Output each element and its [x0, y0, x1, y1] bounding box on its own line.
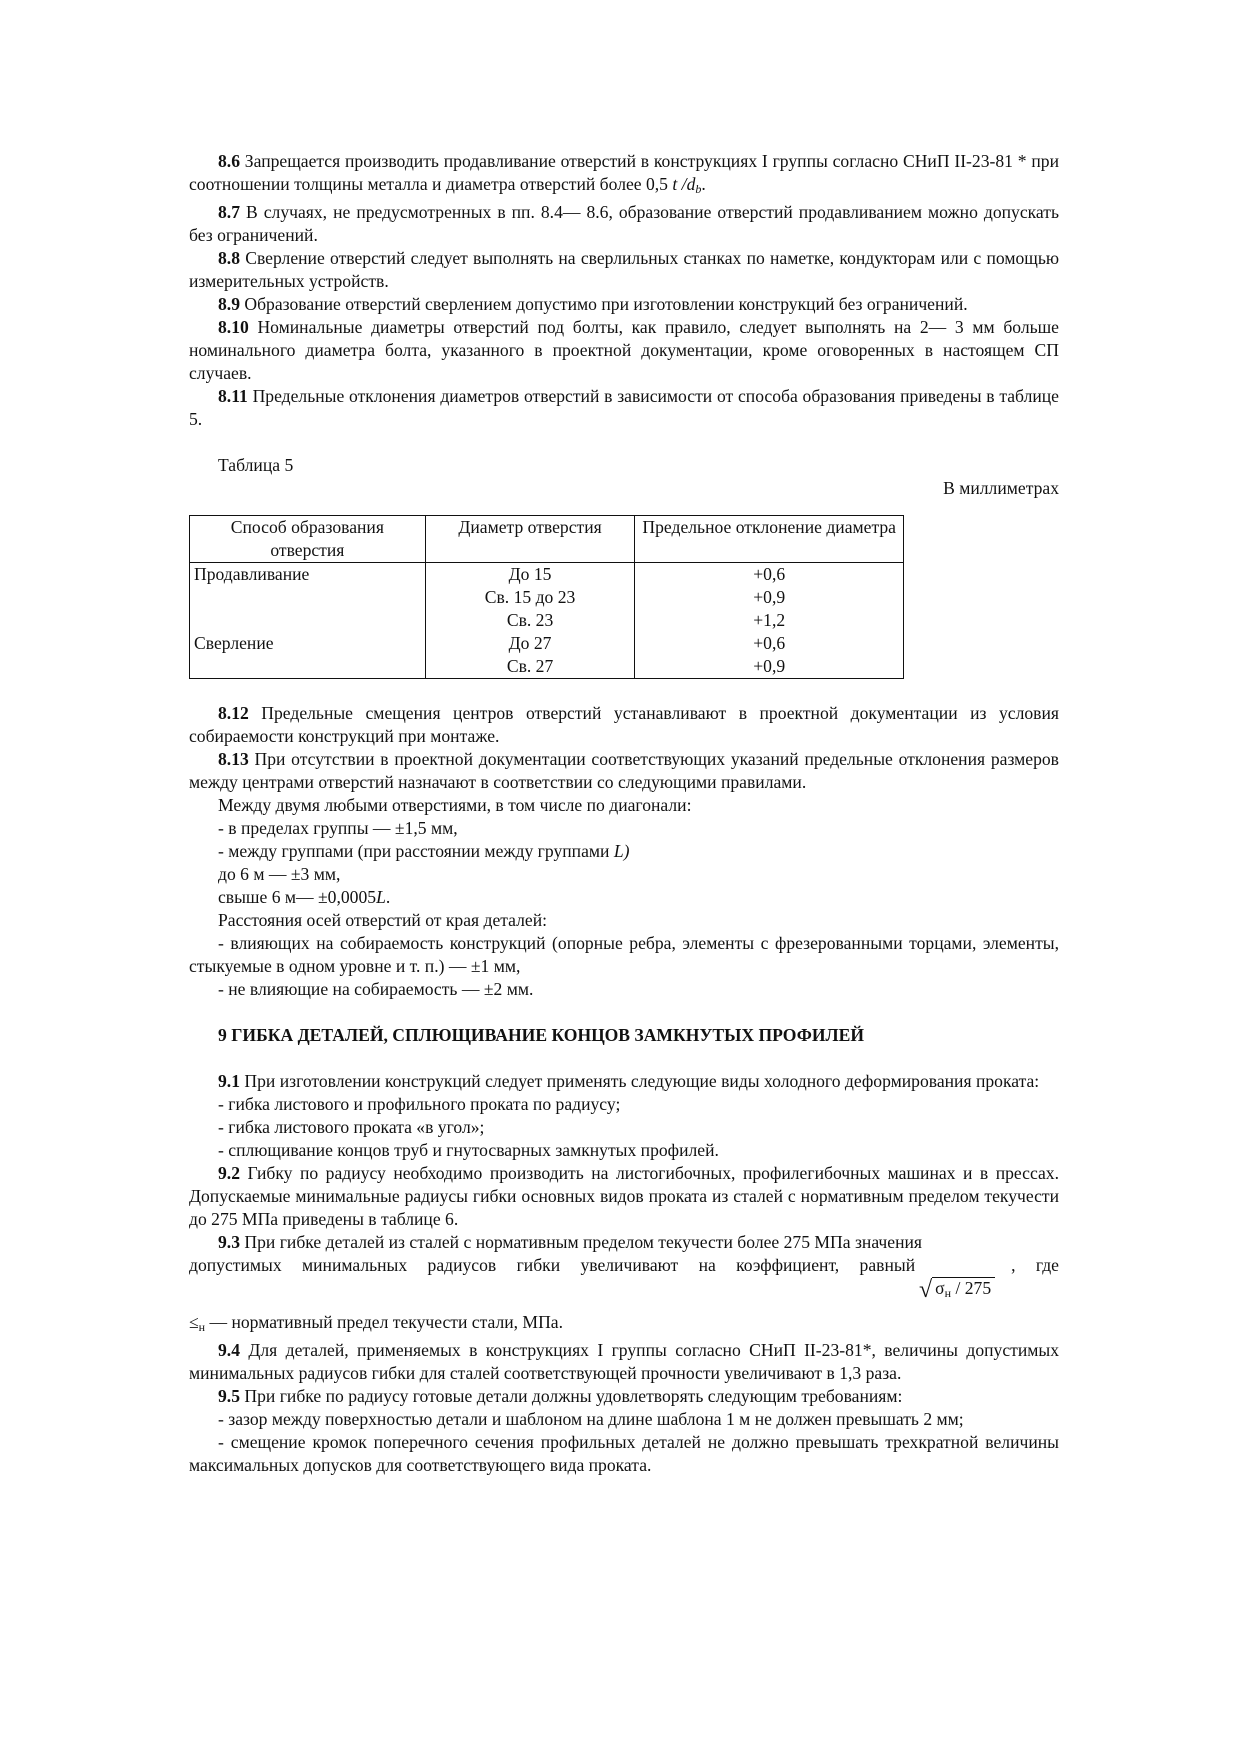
- table-cell: +1,2: [635, 609, 904, 632]
- clause-text: Гибку по радиусу необходимо производить на листогибочных, профилегибочных машинах и в прессах. Допускаемые минимальные радиусы гибки основных видов проката из сталей с нормативным пределом текучести до 275 МПа приведены в таблице 6.: [189, 1163, 1059, 1229]
- table-cell: +0,6: [635, 632, 904, 655]
- table-cell: [190, 609, 426, 632]
- table-caption: Таблица 5: [218, 455, 294, 475]
- table-cell: До 27: [425, 632, 635, 655]
- clause-text: Предельные смещения центров отверстий устанавливают в проектной документации из условия собираемости конструкций при монтаже.: [189, 703, 1059, 746]
- sigma-symbol: ≤: [189, 1312, 199, 1332]
- clause-text: При изготовлении конструкций следует применять следующие виды холодного деформирования проката:: [240, 1071, 1040, 1091]
- rule-between: Между двумя любыми отверстиями, в том числе по диагонали:: [218, 795, 692, 815]
- clause-number: 9.4: [218, 1340, 240, 1360]
- table-5: [189, 515, 904, 679]
- rule-between-groups: [189, 840, 1059, 863]
- clause-number: 8.7: [218, 202, 240, 222]
- clause-number: 9.2: [218, 1163, 240, 1183]
- clause-number: 8.10: [218, 317, 249, 337]
- paragraph-8-6: [189, 150, 1059, 201]
- document-page: [189, 150, 1059, 1477]
- paragraph-9-2: [189, 1162, 1059, 1231]
- paragraph-9-3-line1: [189, 1231, 1059, 1254]
- list-item: - гибка листового проката «в угол»;: [218, 1117, 485, 1137]
- rule-text: - между группами (при расстоянии между группами: [218, 841, 614, 861]
- variable-l: L): [613, 841, 630, 861]
- formula-sep: /: [677, 174, 687, 194]
- paragraph-9-5: [189, 1385, 1059, 1408]
- clause-text: Образование отверстий сверлением допустимо при изготовлении конструкций без ограничений.: [240, 294, 968, 314]
- table-row: [190, 609, 904, 632]
- formula-t: t: [672, 174, 678, 194]
- formula-d: d: [686, 174, 696, 194]
- clause-number: 8.8: [218, 248, 240, 268]
- table-cell: [190, 655, 426, 679]
- divisor: / 275: [951, 1278, 992, 1298]
- rule-affecting: - влияющих на собираемость конструкций (опорные ребра, элементы с фрезерованными торцами, элементы, стыкуемые в одном уровне и т. п.) — ±1 мм,: [189, 933, 1059, 976]
- header-cell: Предельное отклонение диаметра: [635, 516, 904, 563]
- list-item: - смещение кромок поперечного сечения профильных деталей не должно превышать трехкратной величины максимальных допусков для соответствующего вида проката.: [189, 1432, 1059, 1475]
- clause-text: Для деталей, применяемых в конструкциях I группы согласно СНиП II-23-81*, величины допустимых минимальных радиусов гибки для сталей соответствующей прочности увеличивают в 1,3 раза.: [189, 1340, 1059, 1383]
- table-cell: +0,6: [635, 563, 904, 587]
- list-item: - гибка листового и профильного проката по радиусу;: [218, 1094, 621, 1114]
- table-cell: Св. 27: [425, 655, 635, 679]
- radicand: [932, 1277, 995, 1298]
- table-header-row: [190, 516, 904, 563]
- clause-number: 8.11: [218, 386, 248, 406]
- rule-end: .: [385, 887, 391, 907]
- clause-number: 9.3: [218, 1232, 240, 1252]
- table-cell: [190, 586, 426, 609]
- clause-text: Сверление отверстий следует выполнять на сверлильных станках по наметке, кондукторам или с помощью измерительных устройств.: [189, 248, 1059, 291]
- paragraph-8-7: [189, 201, 1059, 247]
- sigma-symbol: σ: [935, 1278, 945, 1298]
- paragraph-8-13: [189, 748, 1059, 794]
- sigma-definition: [189, 1311, 1059, 1339]
- clause-text: В случаях, не предусмотренных в пп. 8.4— 8.6, образование отверстий продавливанием можно допускать без ограничений.: [189, 202, 1059, 245]
- table-cell: +0,9: [635, 586, 904, 609]
- radical-sign: √: [919, 1277, 933, 1303]
- clause-text: Предельные отклонения диаметров отверстий в зависимости от способа образования приведены в таблице 5.: [189, 386, 1059, 429]
- clause-text: допустимых минимальных радиусов гибки увеличивают на коэффициент, равный: [189, 1255, 916, 1275]
- clause-number: 8.13: [218, 749, 249, 769]
- variable-l: L: [376, 887, 386, 907]
- table-cell: +0,9: [635, 655, 904, 679]
- clause-text: При отсутствии в проектной документации соответствующих указаний предельные отклонения размеров между центрами отверстий назначают в соответствии со следующими правилами.: [189, 749, 1059, 792]
- spacer: [189, 679, 1059, 702]
- rule-text: свыше 6 м— ±0,0005: [218, 887, 377, 907]
- clause-number: 8.9: [218, 294, 240, 314]
- definition-text: — нормативный предел текучести стали, МПа.: [205, 1312, 563, 1332]
- clause-text: При гибке деталей из сталей с нормативным пределом текучести более 275 МПа значения: [240, 1232, 923, 1252]
- paragraph-9-1: [189, 1070, 1059, 1093]
- sigma-subscript: н: [198, 1320, 206, 1334]
- section-9-heading: 9 ГИБКА ДЕТАЛЕЙ, СПЛЮЩИВАНИЕ КОНЦОВ ЗАМКНУТЫХ ПРОФИЛЕЙ: [218, 1025, 865, 1045]
- table-cell: Сверление: [190, 632, 426, 655]
- clause-number: 9.1: [218, 1071, 240, 1091]
- clause-text: При гибке по радиусу готовые детали должны удовлетворять следующим требованиям:: [240, 1386, 903, 1406]
- clause-number: 8.12: [218, 703, 249, 723]
- rule-edge: Расстояния осей отверстий от края деталей:: [218, 910, 548, 930]
- clause-text: Запрещается производить продавливание отверстий в конструкциях I группы согласно СНиП II-23-81 * при соотношении толщины металла и диаметра отверстий более 0,5: [189, 151, 1059, 194]
- table-units: В миллиметрах: [943, 478, 1059, 498]
- table-row: [190, 586, 904, 609]
- table-cell: Продавливание: [190, 563, 426, 587]
- table-row: [190, 655, 904, 679]
- paragraph-8-9: [189, 293, 1059, 316]
- clause-where: , где: [1011, 1255, 1059, 1275]
- rule-not-affecting: - не влияющие на собираемость — ±2 мм.: [218, 979, 534, 999]
- table-cell: До 15: [425, 563, 635, 587]
- clause-number: 8.6: [218, 151, 240, 171]
- paragraph-8-8: [189, 247, 1059, 293]
- rule-up-to-6: до 6 м — ±3 мм,: [218, 864, 341, 884]
- paragraph-8-10: [189, 316, 1059, 385]
- paragraph-8-11: [189, 385, 1059, 431]
- list-item: - сплющивание концов труб и гнутосварных замкнутых профилей.: [218, 1140, 719, 1160]
- header-cell: Диаметр отверстия: [425, 516, 635, 563]
- formula-sub: b: [695, 182, 702, 196]
- rule-over-6: [189, 886, 1059, 909]
- paragraph-8-12: [189, 702, 1059, 748]
- paragraph-9-4: [189, 1339, 1059, 1385]
- header-cell: Способ образования отверстия: [190, 516, 426, 563]
- table-row: [190, 563, 904, 587]
- table-cell: Св. 23: [425, 609, 635, 632]
- paragraph-9-3-line2: [189, 1254, 1059, 1277]
- clause-end: .: [701, 174, 706, 194]
- sigma-subscript: н: [944, 1286, 952, 1300]
- table-row: [190, 632, 904, 655]
- clause-text: Номинальные диаметры отверстий под болты, как правило, следует выполнять на 2— 3 мм больше номинального диаметра болта, указанного в проектной документации, кроме оговоренных в настоящем СП случаев.: [189, 317, 1059, 383]
- table-cell: Св. 15 до 23: [425, 586, 635, 609]
- rule-in-group: - в пределах группы — ±1,5 мм,: [218, 818, 458, 838]
- formula-sqrt: [189, 1277, 1059, 1307]
- list-item: - зазор между поверхностью детали и шаблоном на длине шаблона 1 м не должен превышать 2 мм;: [218, 1409, 964, 1429]
- clause-number: 9.5: [218, 1386, 240, 1406]
- radical: [919, 1276, 995, 1305]
